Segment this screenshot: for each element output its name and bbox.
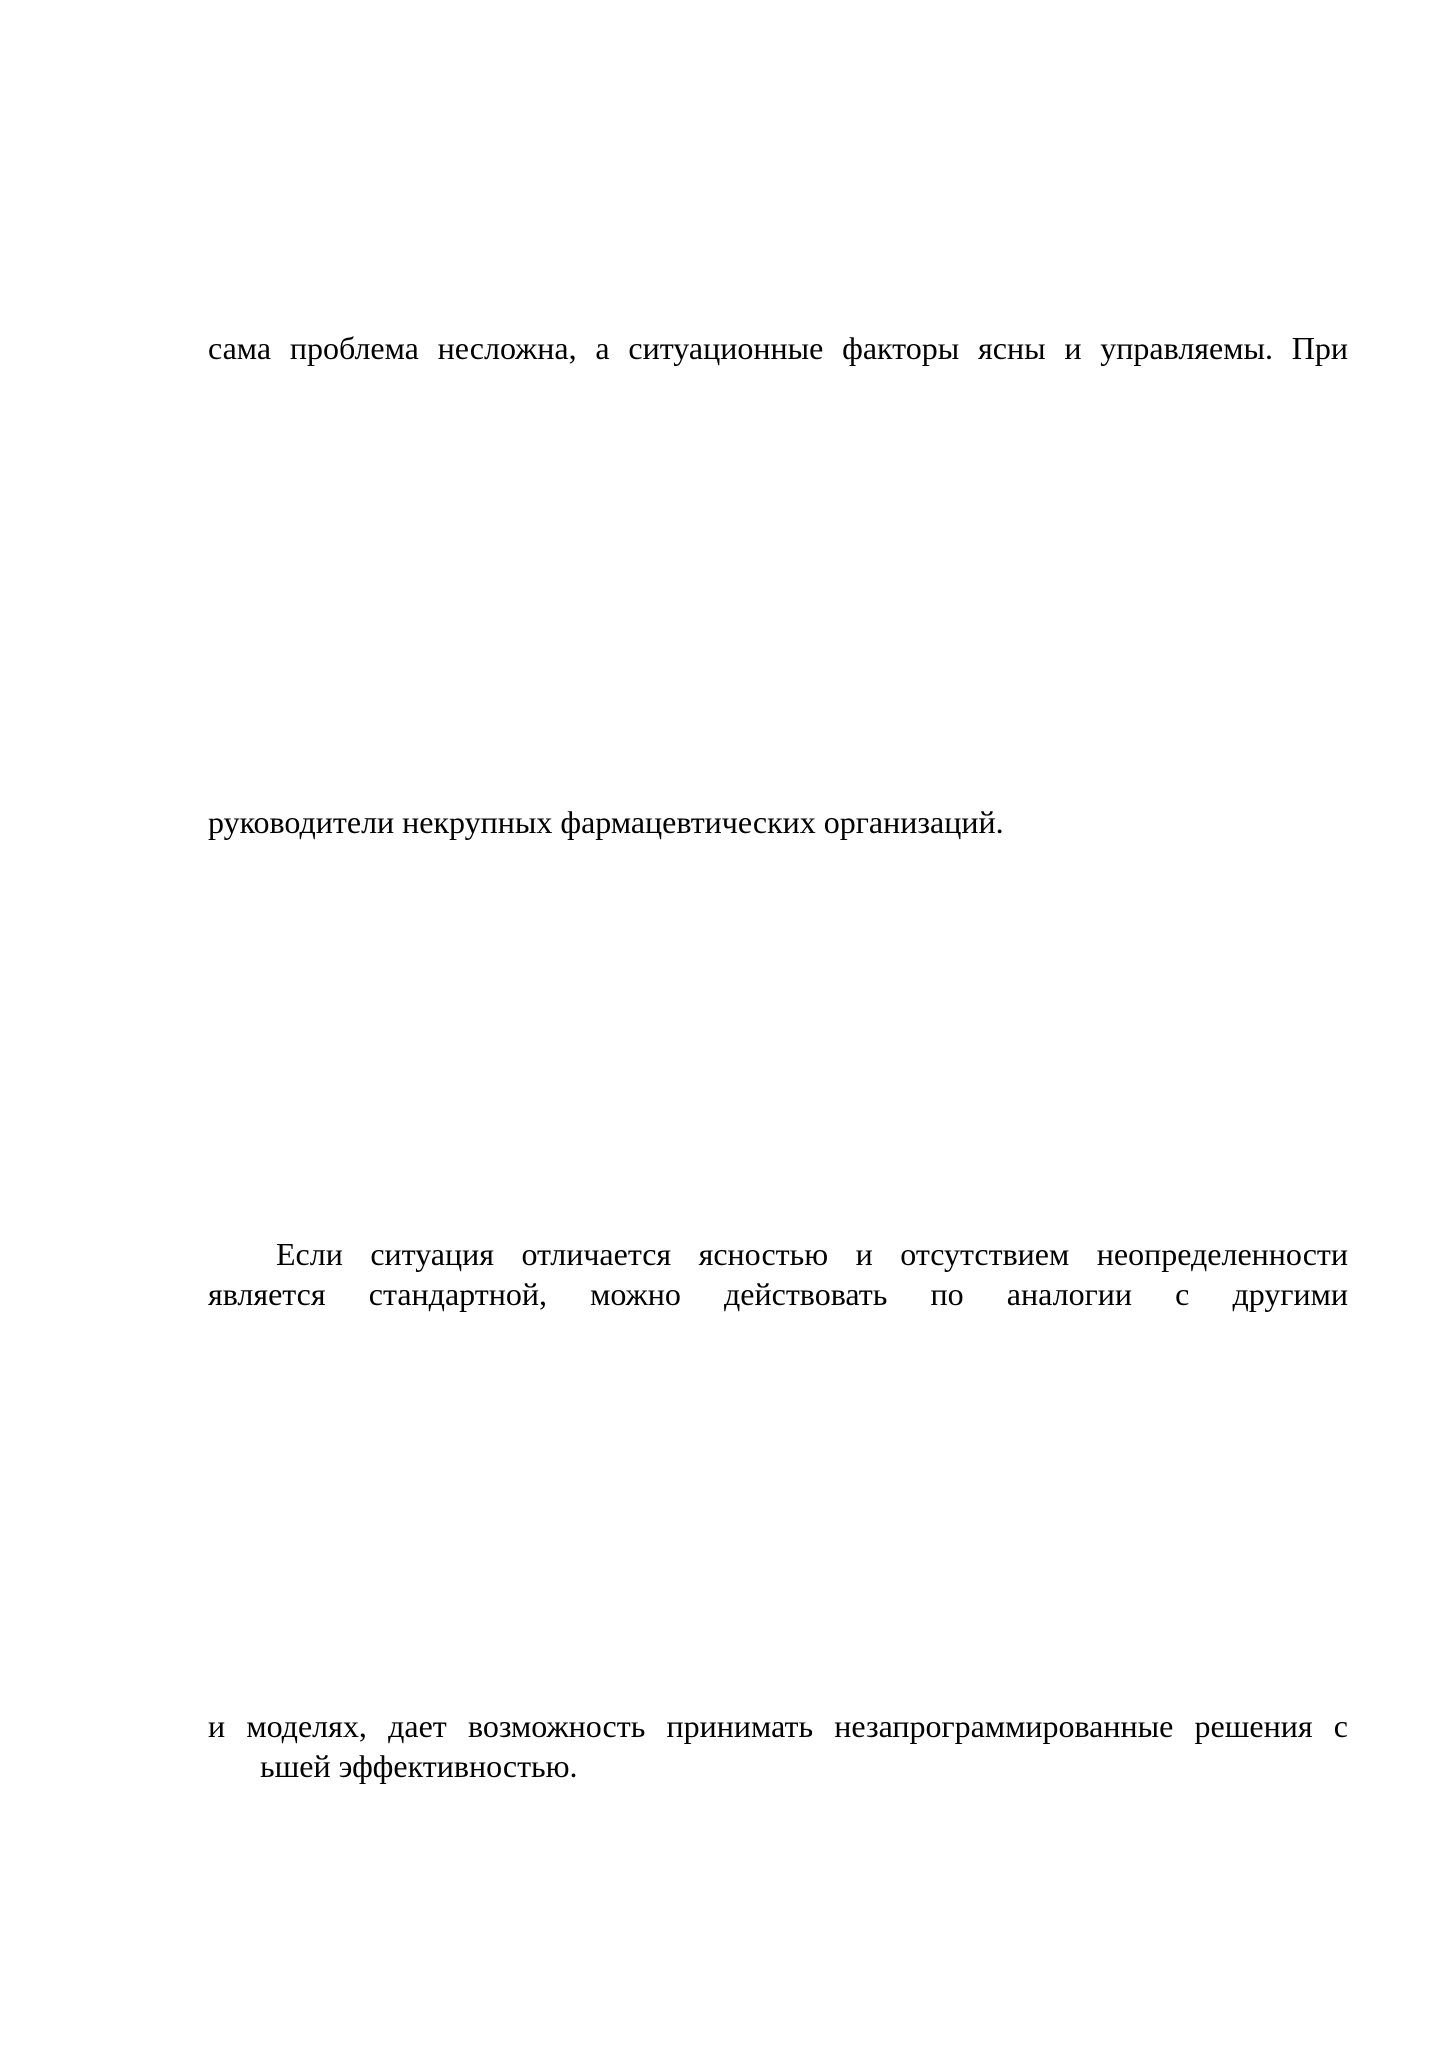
text-line-2: руководители некрупных фармацевтических организаций. xyxy=(208,804,1004,840)
text-line-4: является стандартной, можно действовать по аналогии с другими xyxy=(208,1276,1348,1312)
text-line-5: и моделях, дает возможность принимать незапрограммированные решения с xyxy=(208,1708,1348,1744)
text-line-1: сама проблема несложна, а ситуационные факторы ясны и управляемы. При xyxy=(208,330,1348,366)
text-line-6: ьшей эффективностью. xyxy=(260,1748,578,1784)
text-line-3: Если ситуация отличается ясностью и отсутствием неопределенности xyxy=(276,1236,1348,1272)
